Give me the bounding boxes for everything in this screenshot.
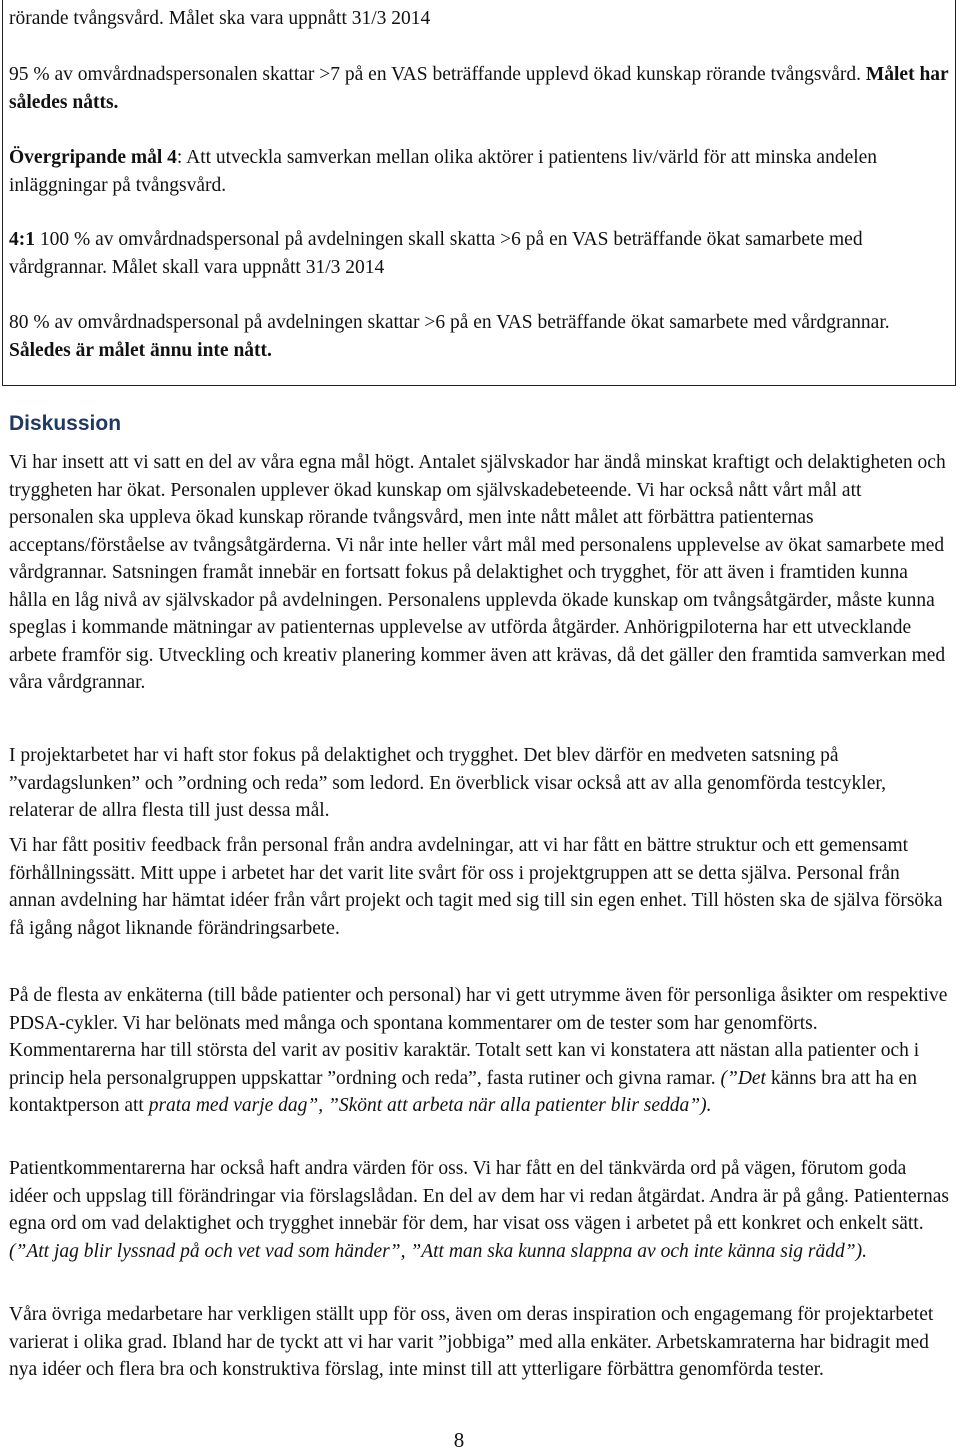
goal-4-text: : Att utveckla samverkan mellan olika aktörer i patientens liv/värld för att minska andelen inläggningar på tvångsvård.: [9, 147, 878, 196]
discussion-paragraph-5: [9, 1155, 949, 1265]
para5-text: Patientkommentarerna har också haft andra värden för oss. Vi har fått en del tänkvärda ord på vägen, förutom goda idéer och uppslag till förändringar via förslagslådan. En del av dem har vi redan åtgärdat. Andra är på gång. Patienternas egna ord om vad delaktighet och trygghet innebär för dem, har visat oss vägen i arbetet på ett konkret och enkelt sätt.: [9, 1158, 949, 1234]
box-paragraph-2-text: 95 % av omvårdnadspersonalen skattar >7 på en VAS beträffande upplevd ökad kunskap rörande tvångsvård.: [9, 64, 866, 85]
para4-text: På de flesta av enkäterna (till både patienter och personal) har vi gett utrymme även för personliga åsikter om respektive PDSA-cykler. Vi har belönats med många och spontana kommentarer om de tester som har genomförts. Kommentarerna har till största del varit av positiv karaktär. Totalt sett kan vi konstatera att nästan alla patienter och i princip hela personalgruppen uppskattar ”ordning och reda”, fasta rutiner och givna ramar.: [9, 985, 948, 1089]
box-paragraph-1-text: rörande tvångsvård. Målet ska vara uppnått 31/3 2014: [9, 8, 431, 29]
discussion-paragraph-4: [9, 982, 949, 1120]
discussion-paragraph-1: Vi har insett att vi satt en del av våra egna mål högt. Antalet självskador har ändå minskat kraftigt och delaktigheten och tryggheten har ökat. Personalen upplever ökad kunskap om självskadebeteende. Vi har också nått vårt mål att personalen ska uppleva ökad kunskap rörande tvångsvård, men inte nått målet att förbättra patienternas acceptans/förståelse av tvångsåtgärderna. Vi når inte heller vårt mål med personalens upplevelse av ökat samarbete med vårdgrannar. Satsningen framåt innebär en fortsatt fokus på delaktighet och trygghet, för att även i framtiden kunna hålla en låg nivå av självskador på avdelningen. Personalens upplevda ökade kunskap om tvångsåtgärder, måste kunna speglas i kommande mätningar av patienternas upplevelse av utförda åtgärder. Anhörigpiloterna har ett utvecklande arbete framför sig. Utveckling och kreativ planering kommer även att krävas, då det gäller den framtida samverkan med våra vårdgrannar.: [9, 452, 946, 693]
discussion-paragraph-6: Våra övriga medarbetare har verkligen ställt upp för oss, även om deras inspiration och engagemang för projektarbetet varierat i olika grad. Ibland har de tyckt att vi har varit ”jobbiga” med alla enkäter. Arbetskamraterna har bidragit med nya idéer och flera bra och konstruktiva förslag, inte minst till att ytterligare förbättra genomförda tester.: [9, 1304, 934, 1380]
box-paragraph-2: [9, 61, 949, 116]
page-number: 8: [453, 1428, 465, 1452]
goal-4-label: Övergripande mål 4: [9, 147, 177, 168]
quote-start: (”Det: [720, 1067, 766, 1089]
section-heading: Diskussion: [9, 412, 122, 435]
box-paragraph-5-text: 80 % av omvårdnadspersonal på avdelningen skattar >6 på en VAS beträffande ökat samarbete med vårdgrannar.: [9, 312, 890, 333]
box-paragraph-1: [9, 5, 949, 33]
para4-quote-middle: känns bra att ha en kontaktperson att: [9, 1067, 918, 1116]
goal-reached-statement: Målet har således nåtts.: [9, 64, 949, 113]
goal-not-reached-statement: Således är målet ännu inte nått.: [9, 339, 272, 361]
box-paragraph-4: [9, 226, 949, 281]
quote-end: prata med varje dag”, ”Skönt att arbeta när alla patienter blir sedda”).: [148, 1095, 712, 1116]
discussion-paragraph-3: Vi har fått positiv feedback från personal från andra avdelningar, att vi har fått en bättre struktur och ett gemensamt förhållningssätt. Mitt uppe i arbetet har det varit lite svårt för oss i projektgruppen att se detta själva. Personal från annan avdelning har hämtat idéer från vårt projekt och tagit med sig till sin egen enhet. Till hösten ska de själva försöka få igång något liknande förändringsarbete.: [9, 835, 943, 939]
discussion-paragraph-2: I projektarbetet har vi haft stor fokus på delaktighet och trygghet. Det blev därför en medveten satsning på ”vardagslunken” och ”ordning och reda” som ledord. En överblick visar också att av alla genomförda testcykler, relaterar de allra flesta till just dessa mål.: [9, 745, 886, 821]
box-paragraph-5: [9, 309, 949, 364]
goal-4-1-label: 4:1: [9, 229, 35, 250]
patient-quotes: (”Att jag blir lyssnad på och vet vad som händer”, ”Att man ska kunna slappna av och inte känna sig rädd”).: [9, 1240, 867, 1262]
box-paragraph-3: [9, 144, 949, 199]
goal-4-1-text: 100 % av omvårdnadspersonal på avdelningen skall skatta >6 på en VAS beträffande ökat samarbete med vårdgrannar. Målet skall vara uppnått 31/3 2014: [9, 229, 863, 278]
